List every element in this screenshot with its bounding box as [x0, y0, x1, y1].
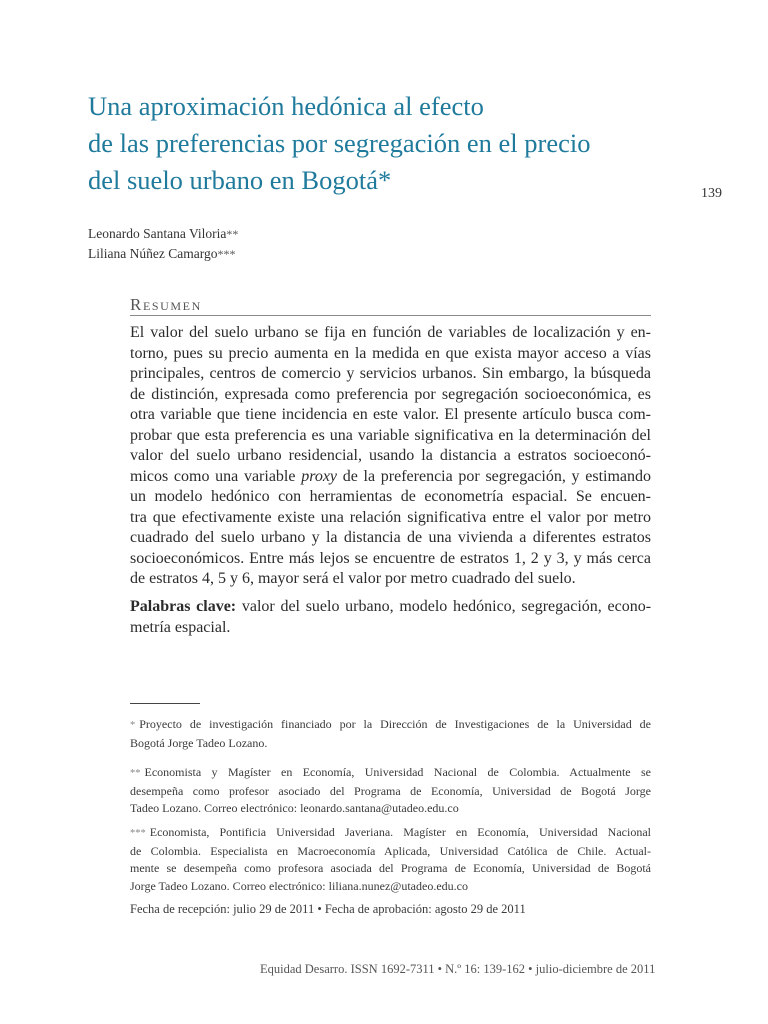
abstract-line: un modelo hedónico con herramientas de econometría espacial. Se encuen-	[130, 488, 651, 505]
footnote-marker: ***	[217, 247, 236, 261]
keywords	[130, 597, 651, 638]
journal-footer: Equidad Desarro. ISSN 1692-7311 • N.º 16: 139-162 • julio-diciembre de 2011	[260, 962, 656, 976]
title-line: de las preferencias por segregación en el precio	[88, 128, 591, 158]
author-name: Leonardo Santana Viloria	[88, 226, 227, 241]
author-list	[88, 224, 238, 264]
author	[88, 244, 238, 264]
footnote-line	[130, 716, 651, 735]
abstract-line: otra variable que tiene incidencia en este valor. El presente artículo busca com-	[130, 406, 651, 423]
footnote-line: mente se desempeña como profesora asociada del Programa de Economía, Universidad de Bogotá	[130, 861, 651, 875]
author-name: Liliana Núñez Camargo	[88, 246, 218, 261]
keywords-line: metría espacial.	[130, 618, 231, 636]
title-line: Una aproximación hedónica al efecto	[88, 91, 484, 121]
footnote-marker: **	[130, 768, 141, 779]
footnote-line: desempeña como profesor asociado del Programa de Economía, Universidad de Bogotá Jorge	[130, 783, 651, 798]
footnote-text: Economista, Pontificia Universidad Javeriana. Magíster en Economía, Universidad Nacional	[149, 825, 651, 839]
footnote-marker: ***	[130, 828, 146, 839]
abstract-text: de la preferencia por segregación, y estimando	[342, 467, 652, 485]
article-title	[88, 88, 668, 199]
abstract-line: probar que esta preferencia es una variable significativa en la determinación del	[130, 426, 651, 444]
footnote-line	[130, 824, 651, 843]
footnote	[130, 764, 651, 818]
footnote-line: Bogotá Jorge Tadeo Lozano.	[130, 735, 268, 750]
footnote-marker: **	[226, 227, 239, 241]
keywords-text: valor del suelo urbano, modelo hedónico, segregación, econo-	[241, 598, 652, 615]
abstract-line: de distinción, expresada como preferencia por segregación socioeconómica, es	[130, 385, 651, 403]
abstract-line: torno, pues su precio aumenta en la medida en que exista mayor acceso a vías	[130, 344, 651, 362]
abstract-line: valor del suelo urbano residencial, usando la distancia a estratos socioeconó-	[130, 447, 651, 464]
abstract-text: micos como una variable	[130, 467, 296, 485]
abstract-body	[130, 323, 651, 590]
footnote	[130, 716, 651, 752]
footnote-divider	[130, 703, 200, 704]
abstract-line: El valor del suelo urbano se fija en función de variables de localización y en-	[130, 324, 651, 341]
footnote-text: Proyecto de investigación financiado por la Dirección de Investigaciones de la Universidad de	[139, 717, 651, 731]
footnote-line	[130, 764, 651, 783]
page-number: 139	[701, 186, 722, 201]
author	[88, 224, 238, 244]
abstract-line	[130, 467, 651, 488]
abstract-italic-term: proxy	[301, 467, 338, 485]
abstract-line: socioeconómicos. Entre más lejos se encuentre de estratos 1, 2 y 3, y más cerca	[130, 549, 651, 567]
keywords-line	[130, 597, 651, 618]
footnote-line: Jorge Tadeo Lozano. Correo electrónico: liliana.nunez@utadeo.edu.co	[130, 878, 468, 893]
footnote-text: Economista y Magíster en Economía, Universidad Nacional de Colombia. Actualmente se	[144, 765, 651, 779]
footnote-marker: *	[130, 720, 136, 731]
abstract-heading-label: Resumen	[130, 295, 202, 314]
footnote-line: Tadeo Lozano. Correo electrónico: leonardo.santana@utadeo.edu.co	[130, 801, 459, 815]
keywords-label: Palabras clave:	[130, 598, 237, 615]
abstract-line: principales, centros de comercio y servicios urbanos. Sin embargo, la búsqueda	[130, 365, 651, 382]
abstract-line: de estratos 4, 5 y 6, mayor será el valor por metro cuadrado del suelo.	[130, 570, 576, 587]
footnote	[130, 824, 651, 895]
submission-dates: Fecha de recepción: julio 29 de 2011 • Fecha de aprobación: agosto 29 de 2011	[130, 902, 526, 916]
abstract-line: tra que efectivamente existe una relación significativa entre el valor por metro	[130, 508, 651, 526]
footnote-line: de Colombia. Especialista en Macroeconomía Aplicada, Universidad Católica de Chile. Actual-	[130, 843, 651, 858]
abstract-line: cuadrado del suelo urbano y la distancia de una vivienda a diferentes estratos	[130, 529, 651, 546]
title-line: del suelo urbano en Bogotá*	[88, 165, 392, 195]
abstract-heading	[130, 295, 651, 316]
